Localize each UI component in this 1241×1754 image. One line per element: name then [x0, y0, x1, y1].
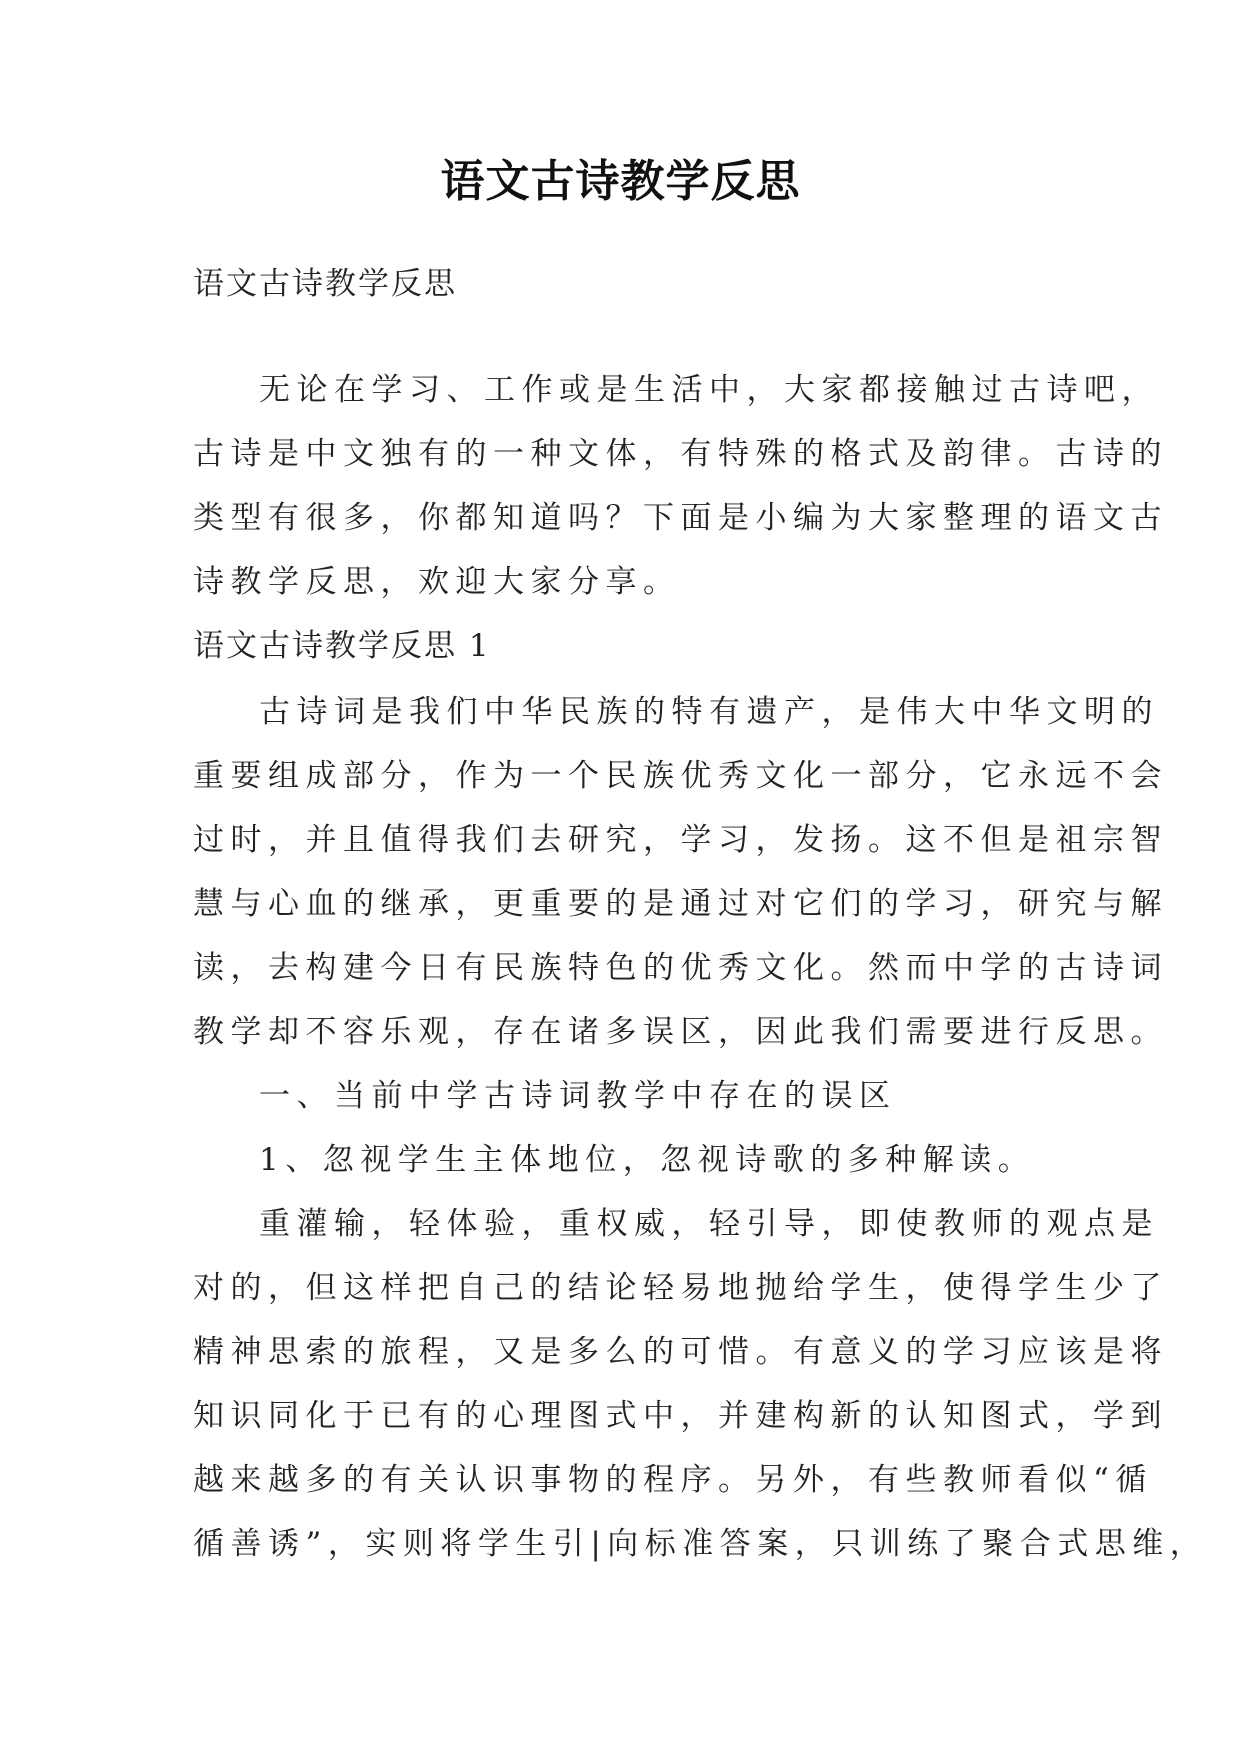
- intro-line: 类型有很多，你都知道吗？下面是小编为大家整理的语文古: [193, 500, 1168, 536]
- intro-line: 诗教学反思，欢迎大家分享。: [193, 564, 681, 600]
- body-line: 循善诱”，实则将学生引|向标准答案，只训练了聚合式思维，: [193, 1526, 1208, 1562]
- body-line: 读，去构建今日有民族特色的优秀文化。然而中学的古诗词: [193, 950, 1168, 986]
- body-line: 对的，但这样把自己的结论轻易地抛给学生，使得学生少了: [193, 1270, 1168, 1306]
- body-line: 知识同化于已有的心理图式中，并建构新的认知图式，学到: [193, 1398, 1168, 1434]
- body-line: 教学却不容乐观，存在诸多误区，因此我们需要进行反思。: [193, 1014, 1168, 1050]
- body-line: 重要组成部分，作为一个民族优秀文化一部分，它永远不会: [193, 758, 1168, 794]
- intro-line: 古诗是中文独有的一种文体，有特殊的格式及韵律。古诗的: [193, 436, 1168, 472]
- section-body: [193, 680, 1208, 1576]
- body-line: 慧与心血的继承，更重要的是通过对它们的学习，研究与解: [193, 886, 1168, 922]
- point-line: 1、忽视学生主体地位，忽视诗歌的多种解读。: [259, 1142, 1036, 1178]
- body-line: 越来越多的有关认识事物的程序。另外，有些教师看似“循: [193, 1462, 1153, 1498]
- intro-line: 无论在学习、工作或是生活中，大家都接触过古诗吧，: [259, 372, 1159, 408]
- body-line: 过时，并且值得我们去研究，学习，发扬。这不但是祖宗智: [193, 822, 1168, 858]
- document-title: 语文古诗教学反思: [440, 156, 801, 207]
- subheading-line: 一、当前中学古诗词教学中存在的误区: [259, 1078, 897, 1114]
- body-line: 精神思索的旅程，又是多么的可惜。有意义的学习应该是将: [193, 1334, 1168, 1370]
- section-heading: 语文古诗教学反思 1: [193, 628, 491, 664]
- document-subtitle: 语文古诗教学反思: [193, 266, 457, 302]
- intro-paragraph: [193, 358, 1168, 614]
- body-line: 重灌输，轻体验，重权威，轻引导，即使教师的观点是: [259, 1206, 1159, 1242]
- body-line: 古诗词是我们中华民族的特有遗产，是伟大中华文明的: [259, 694, 1159, 730]
